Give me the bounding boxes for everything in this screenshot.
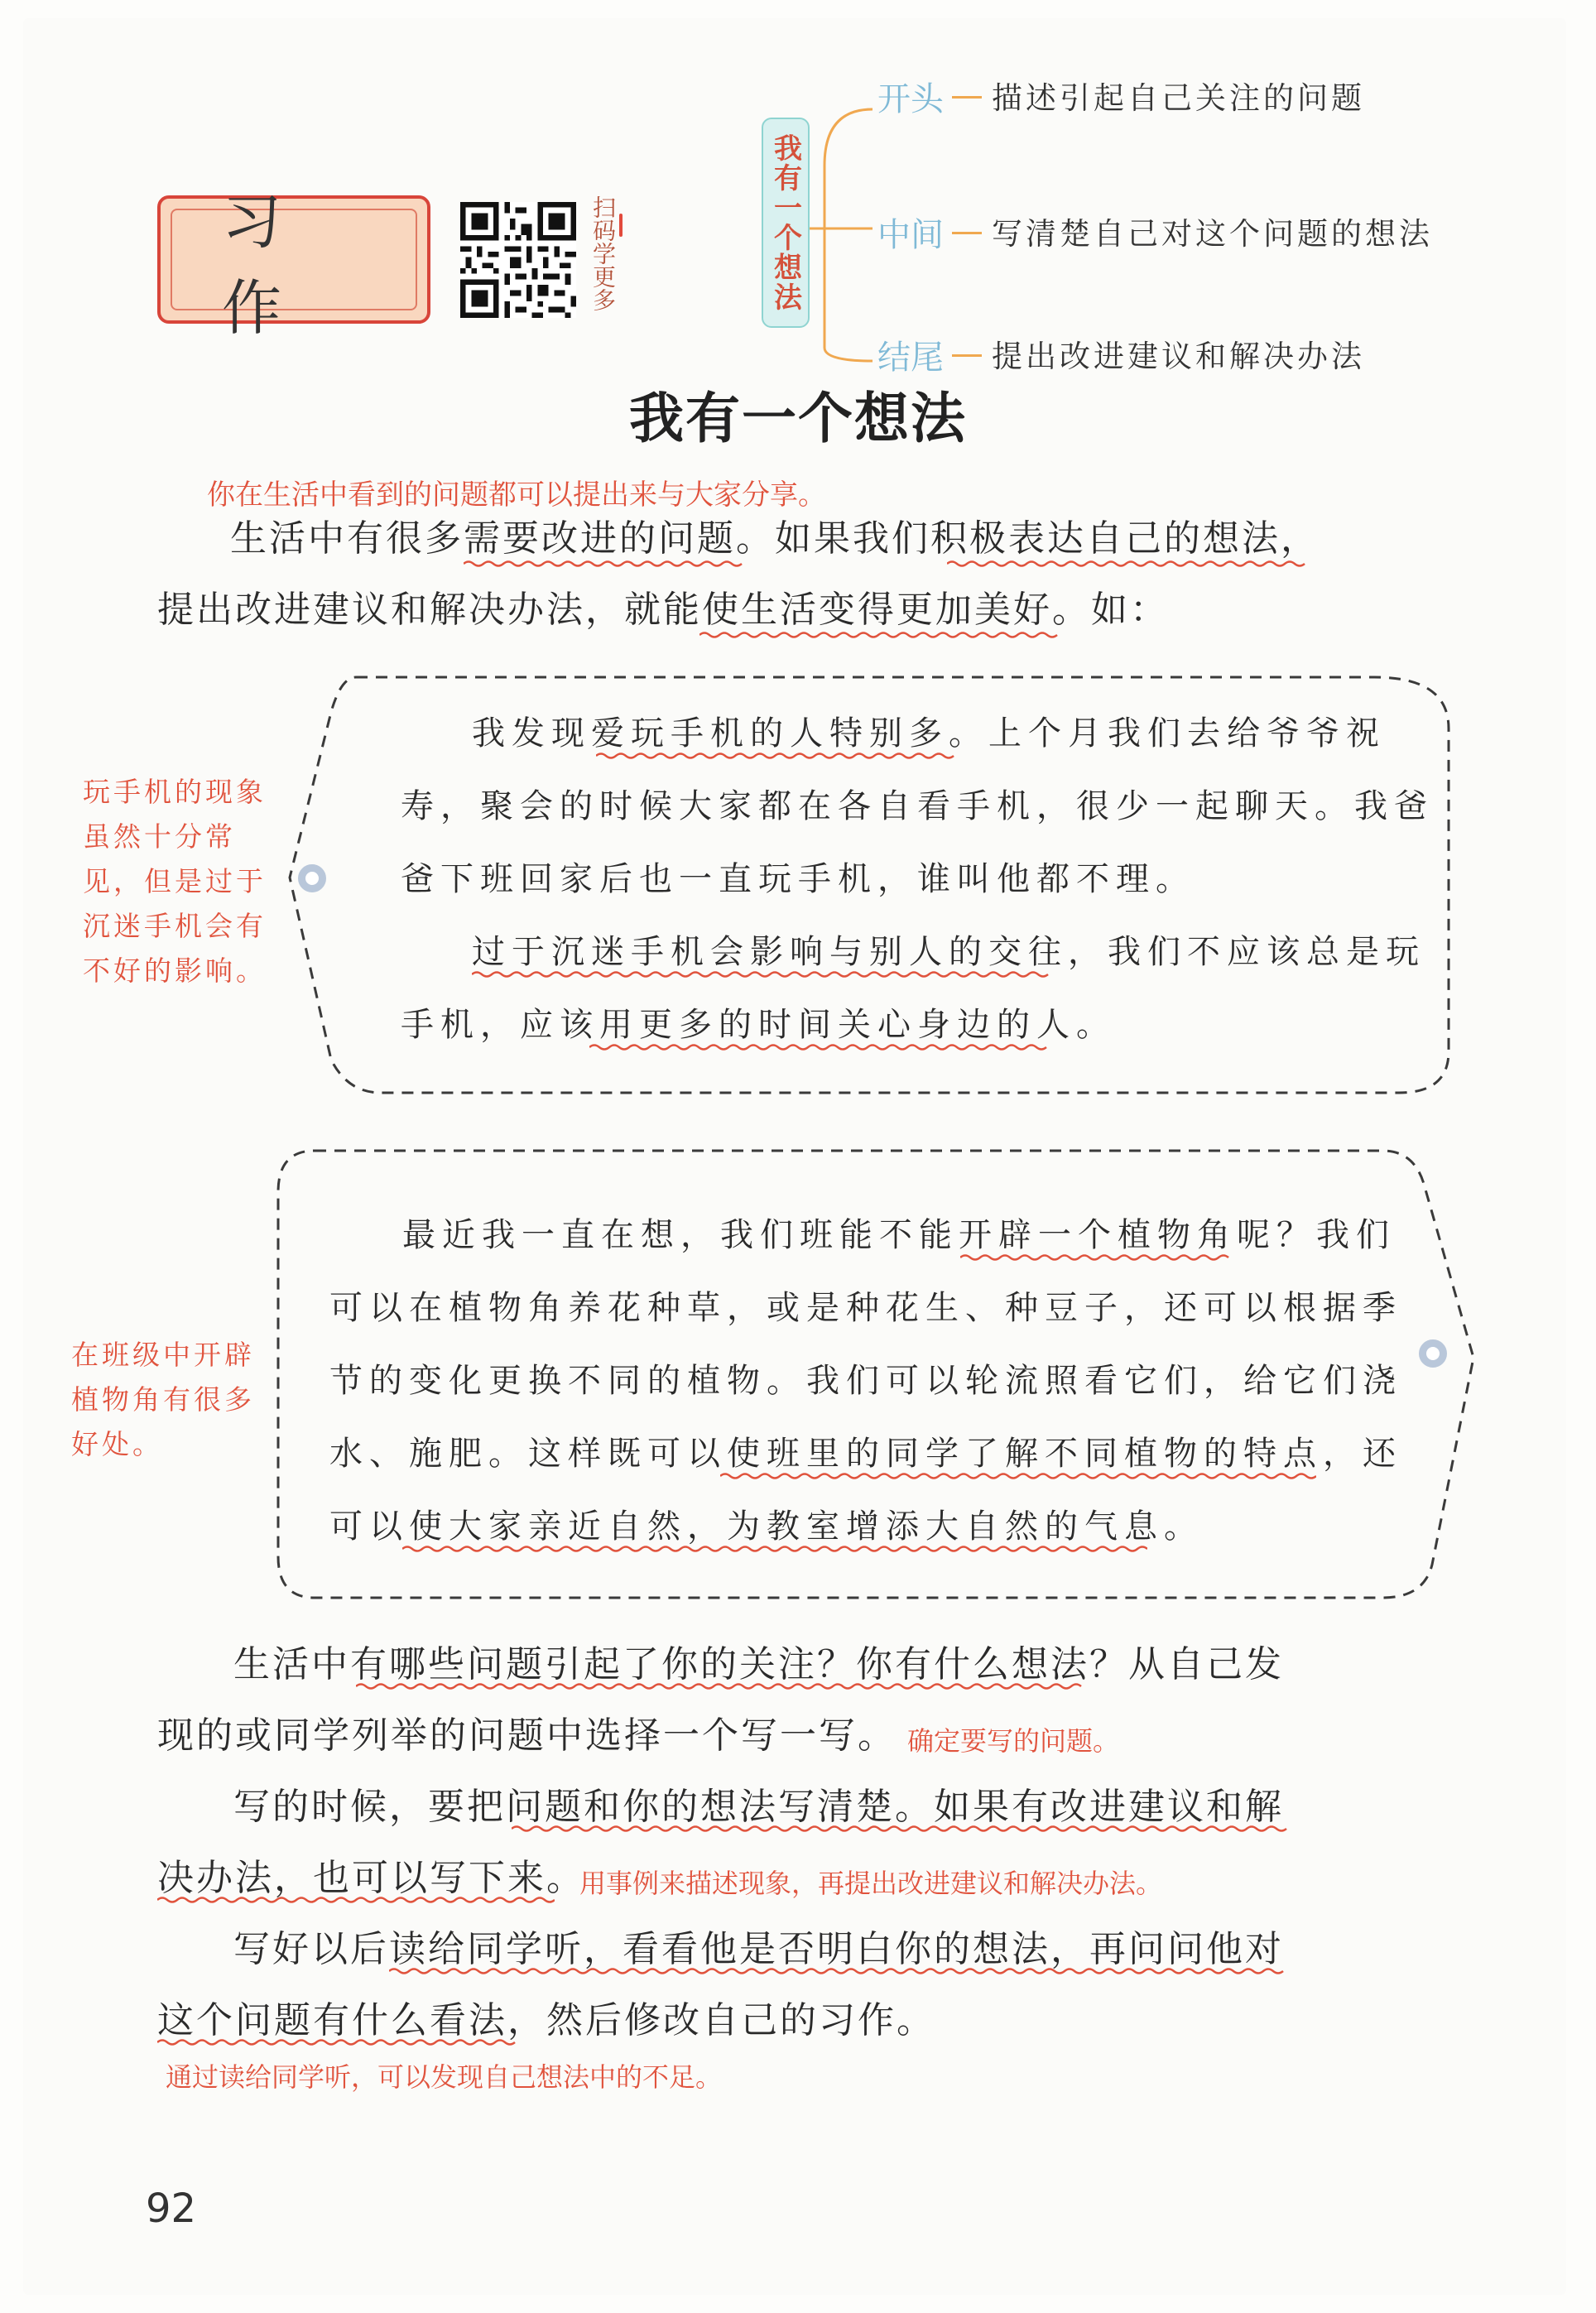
intro-line-2: 提出改进建议和解决办法，就能使生活变得更加美好。如： <box>157 589 1169 631</box>
example-1-line-4: 过于沉迷手机会影响与别人的交往，我们不应该总是玩 <box>472 933 1425 971</box>
example-2-line-1: 最近我一直在想，我们班能不能开辟一个植物角呢？我们 <box>402 1216 1396 1254</box>
outline-desc-middle: 写清楚自己对这个问题的想法 <box>992 216 1433 252</box>
bubble-2-pointer-icon <box>1419 1339 1447 1368</box>
outline-desc-ending: 提出改进建议和解决办法 <box>992 339 1365 374</box>
outline-label-ending: 结尾 <box>877 339 944 377</box>
example-2-line-2: 可以在植物角养花种草，或是种花生、种豆子，还可以根据季 <box>329 1289 1402 1327</box>
note-example-1: 玩手机的现象虽然十分常见，但是过于沉迷手机会有不好的影响。 <box>83 776 267 987</box>
note-choose: 确定要写的问题。 <box>907 1725 1120 1757</box>
section-badge <box>157 186 430 343</box>
example-1-line-3: 爸下班回家后也一直玩手机，谁叫他都不理。 <box>401 860 1195 898</box>
outline-bracket <box>808 75 882 373</box>
example-2-line-5: 可以使大家亲近自然，为教室增添大自然的气息。 <box>329 1508 1204 1546</box>
outline-center-box <box>762 118 810 328</box>
task-line-6: 这个问题有什么看法，然后修改自己的习作。 <box>157 1999 935 2041</box>
note-top: 你在生活中看到的问题都可以提出来与大家分享。 <box>207 478 826 512</box>
note-method: 用事例来描述现象，再提出改进建议和解决办法。 <box>579 1868 1163 1899</box>
example-1-line-1: 我发现爱玩手机的人特别多。上个月我们去给爷爷祝 <box>472 714 1386 753</box>
task-line-5: 写好以后读给同学听，看看他是否明白你的想法，再问问他对 <box>233 1928 1284 1970</box>
bubble-1-pointer-icon <box>298 864 326 892</box>
example-2-line-3: 节的变化更换不同的植物。我们可以轮流照看它们，给它们浇 <box>329 1362 1402 1400</box>
outline-label-middle: 中间 <box>877 216 944 254</box>
example-2-line-4: 水、施肥。这样既可以使班里的同学了解不同植物的特点，还 <box>329 1435 1402 1473</box>
outline-center-label: 我有一个想法 <box>768 133 802 312</box>
example-1-line-5: 手机，应该用更多的时间关心身边的人。 <box>401 1006 1116 1044</box>
task-line-4: 决办法，也可以写下来。 <box>157 1857 585 1899</box>
qr-caption: 扫码学更多 <box>589 195 617 311</box>
note-bottom: 通过读给同学听，可以发现自己想法中的不足。 <box>166 2061 723 2093</box>
task-line-2: 现的或同学列举的问题中选择一个写一写。 <box>157 1714 897 1757</box>
page-title: 我有一个想法 <box>629 386 967 450</box>
task-line-3: 写的时候，要把问题和你的想法写清楚。如果有改进建议和解 <box>233 1786 1284 1828</box>
qr-code-icon[interactable] <box>460 202 576 318</box>
intro-line-1: 生活中有很多需要改进的问题。如果我们积极表达自己的想法， <box>230 517 1320 560</box>
outline-desc-opening: 描述引起自己关注的问题 <box>992 80 1365 116</box>
note-example-2: 在班级中开辟植物角有很多好处。 <box>71 1339 255 1460</box>
outline-label-opening: 开头 <box>877 80 944 118</box>
qr-accent-mark <box>619 214 623 237</box>
page-number: 92 <box>146 2186 197 2232</box>
example-1-line-2: 寿，聚会的时候大家都在各自看手机，很少一起聊天。我爸 <box>401 787 1434 825</box>
section-title: 习 作 <box>222 186 332 343</box>
task-line-1: 生活中有哪些问题引起了你的关注？你有什么想法？从自己发 <box>233 1643 1284 1685</box>
